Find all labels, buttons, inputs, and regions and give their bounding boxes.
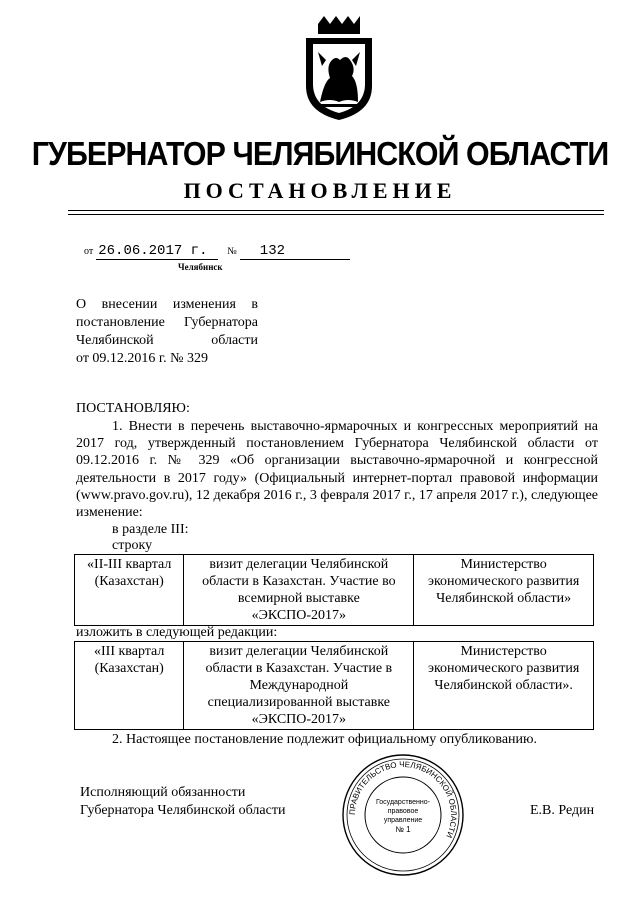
signer-title xyxy=(80,784,285,820)
coat-of-arms-icon xyxy=(300,16,378,122)
table-row xyxy=(75,555,594,626)
cell-line: «II-III квартал xyxy=(87,557,172,572)
cell-line: (Казахстан) xyxy=(94,661,164,676)
header-rule-thin xyxy=(68,214,604,215)
edit-instruction: изложить в следующей редакции: xyxy=(76,625,278,640)
seal-inner-line: управление xyxy=(383,817,423,824)
signer-name: Е.В. Редин xyxy=(530,803,595,818)
seal-inner-line: № 1 xyxy=(395,825,411,834)
table-cell-responsible xyxy=(414,642,594,730)
cell-line: визит делегации Челябинской xyxy=(209,644,389,659)
subject-line: Челябинской области xyxy=(76,333,258,348)
number-prefix: № xyxy=(227,246,237,257)
signer-role-line: Исполняющий обязанности xyxy=(80,785,246,800)
resolve-heading: ПОСТАНОВЛЯЮ: xyxy=(76,401,190,416)
header-rule xyxy=(68,210,604,211)
paragraph-1: 1. Внести в перечень выставочно-ярмарочных и конгрессных мероприятий на 2017 год, утвержденный постановлением Губернатора Челябинской области от 09.12.2016 г. № 329 «Об организации выставочно-ярмарочной и конгрессной деятельности в 2017 году» (Официальный интернет-портал правовой информации (www.pravo.gov.ru), 12 декабря 2016 г., 3 февраля 2017 г., 17 апреля 2017 г.), следующее изменение: xyxy=(76,419,598,521)
cell-line: экономического развития xyxy=(427,574,580,589)
table-cell-responsible xyxy=(414,555,594,626)
cell-line: визит делегации Челябинской xyxy=(209,557,389,572)
subject-line: от 09.12.2016 г. № 329 xyxy=(76,351,208,366)
cell-line: специализированной выставке xyxy=(207,695,391,710)
table-cell-period xyxy=(75,555,184,626)
seal-inner-line: правовое xyxy=(387,808,419,815)
date-number-line xyxy=(84,243,350,260)
cell-line: всемирной выставке xyxy=(237,591,360,606)
cell-line: «III квартал xyxy=(94,644,165,659)
section-ref: в разделе III: xyxy=(112,522,189,537)
governor-title: ГУБЕРНАТОР ЧЕЛЯБИНСКОЙ ОБЛАСТИ xyxy=(31,135,609,172)
table-cell-event xyxy=(184,642,414,730)
official-seal-icon xyxy=(340,752,466,878)
cell-line: Министерство xyxy=(460,644,547,659)
city-label: Челябинск xyxy=(178,262,223,272)
subject-line: О внесении изменения в xyxy=(76,297,258,312)
document-date: 26.06.2017 г. xyxy=(96,243,218,260)
cell-line: области в Казахстан. Участие во xyxy=(202,574,396,589)
paragraph-2: 2. Настоящее постановление подлежит официальному опубликованию. xyxy=(112,732,537,747)
cell-line: области в Казахстан. Участие в xyxy=(205,661,393,676)
cell-line: «ЭКСПО-2017» xyxy=(251,712,347,727)
seal-outer-text: ПРАВИТЕЛЬСТВО ЧЕЛЯБИНСКОЙ ОБЛАСТИ xyxy=(347,759,459,840)
document-type: ПОСТАНОВЛЕНИЕ xyxy=(183,178,457,203)
seal-inner-line: Государственно- xyxy=(375,799,431,806)
new-row-table xyxy=(74,641,594,730)
cell-line: «ЭКСПО-2017» xyxy=(251,608,347,623)
date-prefix: от xyxy=(84,246,94,257)
subject-line: постановление Губернатора xyxy=(76,315,258,330)
table-row xyxy=(75,642,594,730)
cell-line: Международной xyxy=(249,678,349,693)
table-cell-event xyxy=(184,555,414,626)
row-word: строку xyxy=(112,538,153,553)
signer-role-line: Губернатора Челябинской области xyxy=(80,803,286,818)
cell-line: экономического развития xyxy=(427,661,580,676)
cell-line: (Казахстан) xyxy=(94,574,164,589)
cell-line: Министерство xyxy=(460,557,547,572)
document-subject xyxy=(76,296,258,368)
old-row-table xyxy=(74,554,594,626)
cell-line: Челябинской области». xyxy=(434,678,573,693)
cell-line: Челябинской области» xyxy=(436,591,572,606)
table-cell-period xyxy=(75,642,184,730)
document-number: 132 xyxy=(240,243,350,260)
